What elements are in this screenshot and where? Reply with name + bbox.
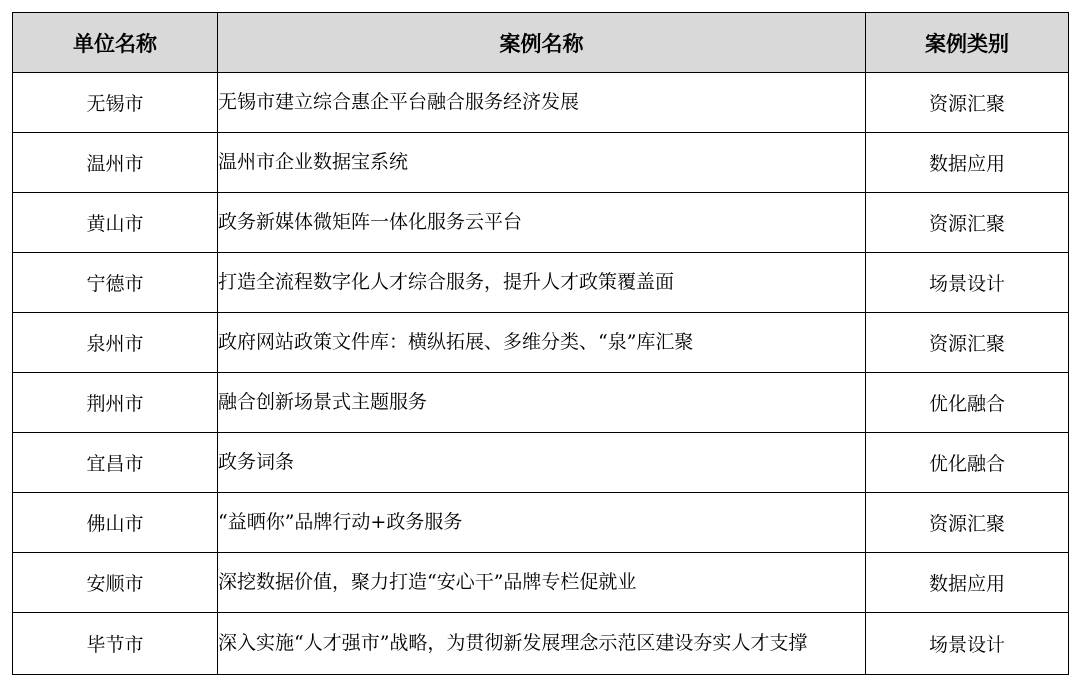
header-case-category: 案例类别 bbox=[866, 13, 1069, 73]
cell-case: 深挖数据价值，聚力打造“安心干”品牌专栏促就业 bbox=[218, 553, 866, 613]
cell-unit: 黄山市 bbox=[13, 193, 218, 253]
table-row bbox=[13, 493, 1069, 553]
cell-category: 场景设计 bbox=[866, 613, 1069, 675]
header-case-name: 案例名称 bbox=[218, 13, 866, 73]
cell-case: 政务新媒体微矩阵一体化服务云平台 bbox=[218, 193, 866, 253]
table-row bbox=[13, 253, 1069, 313]
cell-case: 融合创新场景式主题服务 bbox=[218, 373, 866, 433]
cell-case: 政务词条 bbox=[218, 433, 866, 493]
cell-unit: 安顺市 bbox=[13, 553, 218, 613]
table-body bbox=[13, 73, 1069, 675]
cell-unit: 泉州市 bbox=[13, 313, 218, 373]
case-table bbox=[12, 12, 1069, 675]
table-row bbox=[13, 313, 1069, 373]
table-row bbox=[13, 373, 1069, 433]
cell-category: 数据应用 bbox=[866, 133, 1069, 193]
cell-unit: 宜昌市 bbox=[13, 433, 218, 493]
cell-unit: 温州市 bbox=[13, 133, 218, 193]
cell-category: 资源汇聚 bbox=[866, 493, 1069, 553]
table-row bbox=[13, 553, 1069, 613]
cell-unit: 宁德市 bbox=[13, 253, 218, 313]
header-unit-name: 单位名称 bbox=[13, 13, 218, 73]
cell-case: 温州市企业数据宝系统 bbox=[218, 133, 866, 193]
table-row bbox=[13, 433, 1069, 493]
cell-unit: 无锡市 bbox=[13, 73, 218, 133]
cell-case: 无锡市建立综合惠企平台融合服务经济发展 bbox=[218, 73, 866, 133]
cell-case: 深入实施“人才强市”战略，为贯彻新发展理念示范区建设夯实人才支撑 bbox=[218, 613, 866, 675]
cell-unit: 荆州市 bbox=[13, 373, 218, 433]
table-row bbox=[13, 613, 1069, 675]
cell-case: “益晒你”品牌行动+政务服务 bbox=[218, 493, 866, 553]
cell-unit: 毕节市 bbox=[13, 613, 218, 675]
header-row bbox=[13, 13, 1069, 73]
cell-category: 资源汇聚 bbox=[866, 73, 1069, 133]
cell-case: 政府网站政策文件库：横纵拓展、多维分类、“泉”库汇聚 bbox=[218, 313, 866, 373]
cell-category: 数据应用 bbox=[866, 553, 1069, 613]
cell-case: 打造全流程数字化人才综合服务，提升人才政策覆盖面 bbox=[218, 253, 866, 313]
table-row bbox=[13, 133, 1069, 193]
table-row bbox=[13, 193, 1069, 253]
cell-category: 资源汇聚 bbox=[866, 193, 1069, 253]
cell-category: 优化融合 bbox=[866, 373, 1069, 433]
cell-category: 资源汇聚 bbox=[866, 313, 1069, 373]
cell-unit: 佛山市 bbox=[13, 493, 218, 553]
cell-category: 场景设计 bbox=[866, 253, 1069, 313]
table-row bbox=[13, 73, 1069, 133]
table-header bbox=[13, 13, 1069, 73]
cell-category: 优化融合 bbox=[866, 433, 1069, 493]
